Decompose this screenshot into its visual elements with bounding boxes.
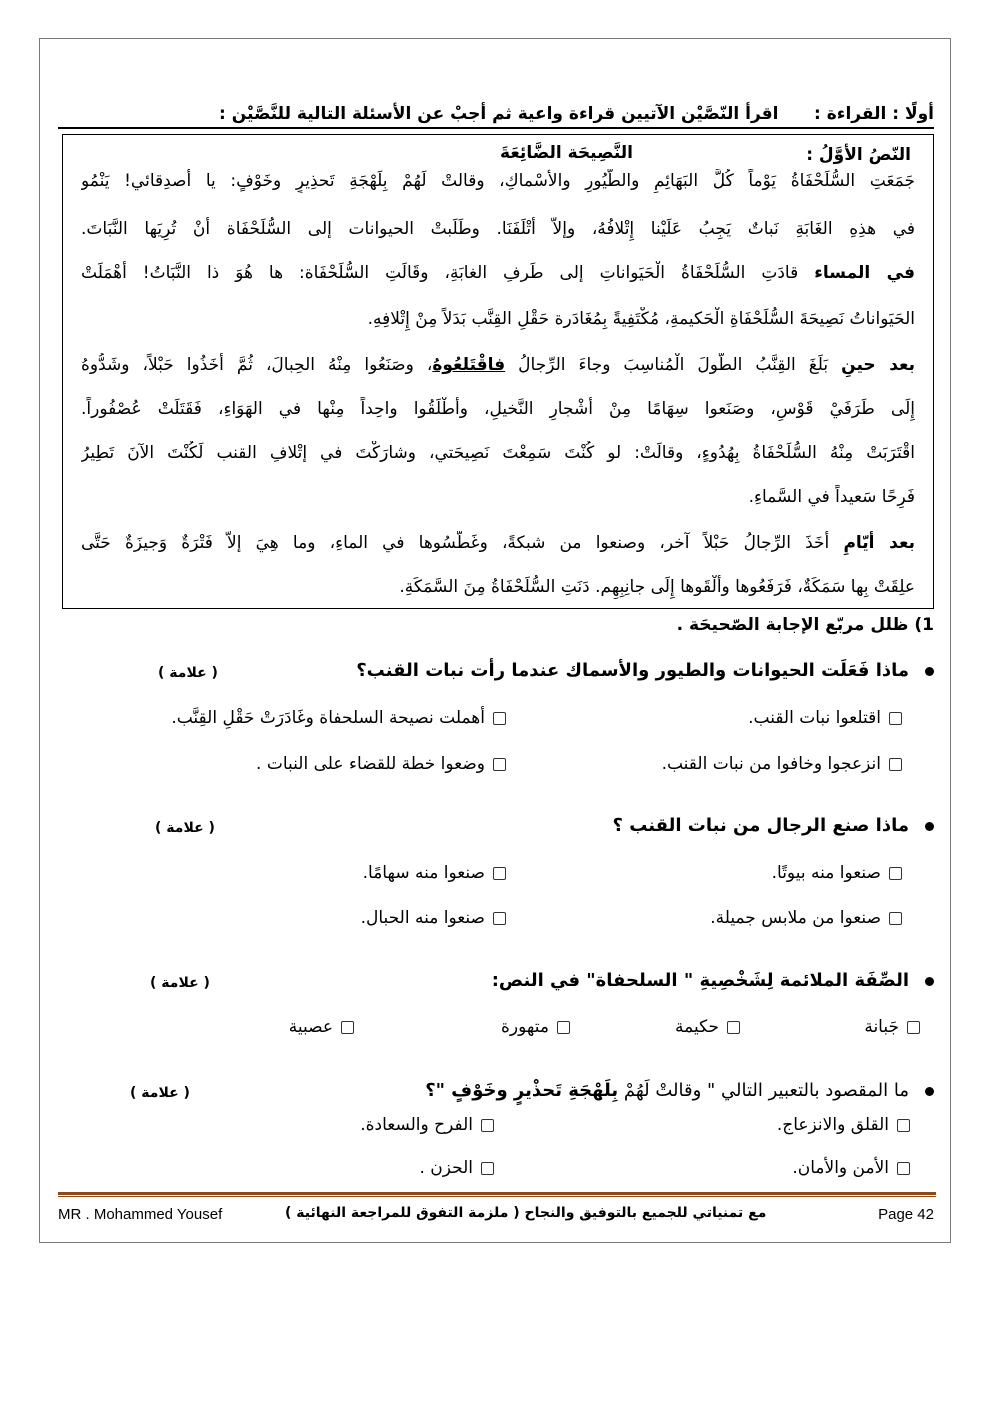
bullet-icon xyxy=(925,822,934,831)
question-4: ما المقصود بالتعبير التالي " وقالتْ لَهُمْ بِلَهْجَةِ تَحذْيرٍ وخَوْفٍ "؟ xyxy=(425,1080,934,1101)
passage-line: بعد أيّامٍ أَخَذَ الرِّجالُ حَبْلاً آخر، وصنعوا من شبكةً، وغَطَّسُوها في الماءِ، وما هِيَ إلاَّ فَتْرَةٌ وَجيزَةٌ حَتَّى xyxy=(81,533,915,553)
option[interactable]: وضعوا خطة للقضاء على النبات . xyxy=(256,754,506,774)
footer-author: MR . Mohammed Yousef xyxy=(58,1206,223,1223)
checkbox[interactable] xyxy=(493,867,506,880)
option[interactable]: صنعوا من ملابس جميلة. xyxy=(710,908,902,928)
underlined-word: فاقْتَلعُوهُ xyxy=(432,355,506,375)
section-heading xyxy=(58,104,934,124)
passage-line: فَرِحًا سَعيداً في السَّماءِ. xyxy=(748,487,915,507)
checkbox[interactable] xyxy=(493,758,506,771)
question-3: الصِّفَة الملائمة لِشَخْصِيةِ " السلحفاة" في النص: xyxy=(492,970,934,991)
option[interactable]: صنعوا منه بيوتًا. xyxy=(772,863,902,883)
mark-label: ( علامة ) xyxy=(130,1085,190,1101)
passage-line: في هذِهِ الغَابَةِ نَباتٌ يَجِبُ عَلَيْنا إِتْلافُهُ، وإلاَّ أَتْلَفَنَا. وطَلَبتْ الحيوانات إلى السُّلَحْفَاة أَنْ تُرِيَها النَّبَاتَ. xyxy=(81,219,915,239)
checkbox[interactable] xyxy=(889,712,902,725)
heading-underline xyxy=(58,127,934,129)
passage-box xyxy=(62,134,934,609)
footer-rule xyxy=(58,1192,936,1195)
bullet-icon xyxy=(925,667,934,676)
footer-rule-thin xyxy=(58,1196,936,1197)
task-number: 1) xyxy=(914,615,934,635)
checkbox[interactable] xyxy=(897,1119,910,1132)
passage-line: اقْتَرَبَتْ مِنْهُ السُّلَحْفَاةُ بِهُدُوءٍ، وقالَتْ: لو كُنْتَ سَمِعْتَ نَصِيحَتي، وشارَكْتَ في إتْلافِ القنب لَكُنْتَ الآنَ تَطِيرُ xyxy=(81,443,915,463)
passage-line: بعد حينٍ بَلَغَ القِنَّبُ الطُّولَ الْمُناسِبَ وجاءَ الرِّجالُ فاقْتَلعُوهُ، وصَنَعُوا مِنْهُ الحِبالَ، ثُمَّ أَخَذُوا حَبْلاً، وشَدُّوهُ xyxy=(81,355,915,375)
checkbox[interactable] xyxy=(493,712,506,725)
checkbox[interactable] xyxy=(907,1021,920,1034)
passage-line: علِقَتْ بِها سَمَكَةٌ، فَرَفَعُوها وأَلْقَوها إِلَى جانِبِهِم. دَنَتِ السُّلَحْفَاةُ مِنَ السَّمَكَةِ. xyxy=(399,577,915,597)
section-label: أولًا : القراءة : xyxy=(814,104,934,124)
option[interactable]: صنعوا منه سهامًا. xyxy=(363,863,506,883)
checkbox[interactable] xyxy=(897,1162,910,1175)
task-text: ظلل مربّع الإجابة الصّحيحَة . xyxy=(676,615,909,635)
checkbox[interactable] xyxy=(557,1021,570,1034)
checkbox[interactable] xyxy=(889,758,902,771)
option[interactable]: عصبية xyxy=(289,1017,354,1037)
checkbox[interactable] xyxy=(889,867,902,880)
option[interactable]: جَبانة xyxy=(864,1017,920,1037)
option[interactable]: الحزن . xyxy=(419,1158,494,1178)
checkbox[interactable] xyxy=(889,912,902,925)
checkbox[interactable] xyxy=(727,1021,740,1034)
passage-line: إِلَى طَرَفَيْ قَوْسٍ، وصَنَعوا سِهَامًا مِنْ أَشْجارِ النَّخيلِ، وأَطْلَقُوا واحِداً مِنْها في الهَوَاءِ، فَقَتَلَتْ عُصْفُوراً. xyxy=(81,399,915,419)
checkbox[interactable] xyxy=(481,1119,494,1132)
question-2: ماذا صنع الرجال من نبات القنب ؟ xyxy=(613,815,934,836)
mark-label: ( علامة ) xyxy=(155,820,215,836)
bullet-icon xyxy=(925,977,934,986)
question-1: ماذا فَعَلَت الحيوانات والطيور والأسماك عندما رأت نبات القنب؟ xyxy=(356,660,934,681)
footer-page-number: Page 42 xyxy=(878,1206,934,1223)
option[interactable]: انزعجوا وخافوا من نبات القنب. xyxy=(662,754,902,774)
passage-line: جَمَعَتِ السُّلَحْفَاةُ يَوْماً كُلَّ البَهَائِمِ والطُّيُورِ والأَسْماكِ، وقالتْ لَهُمْ بِلَهْجَةِ تَحذِيرٍ وخَوْفٍ: يا أَصدِقائي! يَنْمُو xyxy=(81,171,915,191)
mark-label: ( علامة ) xyxy=(150,975,210,991)
passage-title: النَّصِيحَة الضَّائِعَةَ xyxy=(500,143,633,163)
option[interactable]: اقتلعوا نبات القنب. xyxy=(748,708,902,728)
checkbox[interactable] xyxy=(493,912,506,925)
option[interactable]: متهورة xyxy=(501,1017,570,1037)
option[interactable]: أهملت نصيحة السلحفاة وغَادَرَتْ حَقْلِ القِنَّب. xyxy=(171,708,506,728)
checkbox[interactable] xyxy=(481,1162,494,1175)
checkbox[interactable] xyxy=(341,1021,354,1034)
mark-label: ( علامة ) xyxy=(158,665,218,681)
footer-note: مع تمنياتي للجميع بالتوفيق والنجاح ( ملزمة التفوق للمراجعة النهائية ) xyxy=(285,1205,767,1221)
option[interactable]: الفرح والسعادة. xyxy=(360,1115,494,1135)
option[interactable]: الأمن والأمان. xyxy=(792,1158,910,1178)
option[interactable]: حكيمة xyxy=(675,1017,740,1037)
section-instruction: اقرأ النّصَّيْن الآتيين قراءة واعية ثم أجبْ عن الأسئلة التالية للنَّصَّيْن : xyxy=(219,104,779,124)
passage-line: الحَيَواناتُ نَصِيحَةَ السُّلَحْفَاةِ الْحَكيمةِ، مُكْتَفِيةً بِمُغَادَرة حَقْلِ القِنَّب بَدَلاً مِنْ إِتْلافِهِ. xyxy=(367,309,915,329)
option[interactable]: صنعوا منه الحبال. xyxy=(361,908,506,928)
bullet-icon xyxy=(925,1087,934,1096)
passage-line: في المساء قادَتِ السُّلَحْفَاةُ الْحَيَواناتِ إلى طَرفِ الغابَةِ، وقَالَتِ السُّلَحْفَاة: ها هُوَ ذا النَّبَاتُ! أَهْمَلَتْ xyxy=(81,263,915,283)
passage-label: النّصُ الأوَّلُ : xyxy=(806,145,911,165)
option[interactable]: القلق والانزعاج. xyxy=(777,1115,910,1135)
task-heading xyxy=(677,615,934,635)
